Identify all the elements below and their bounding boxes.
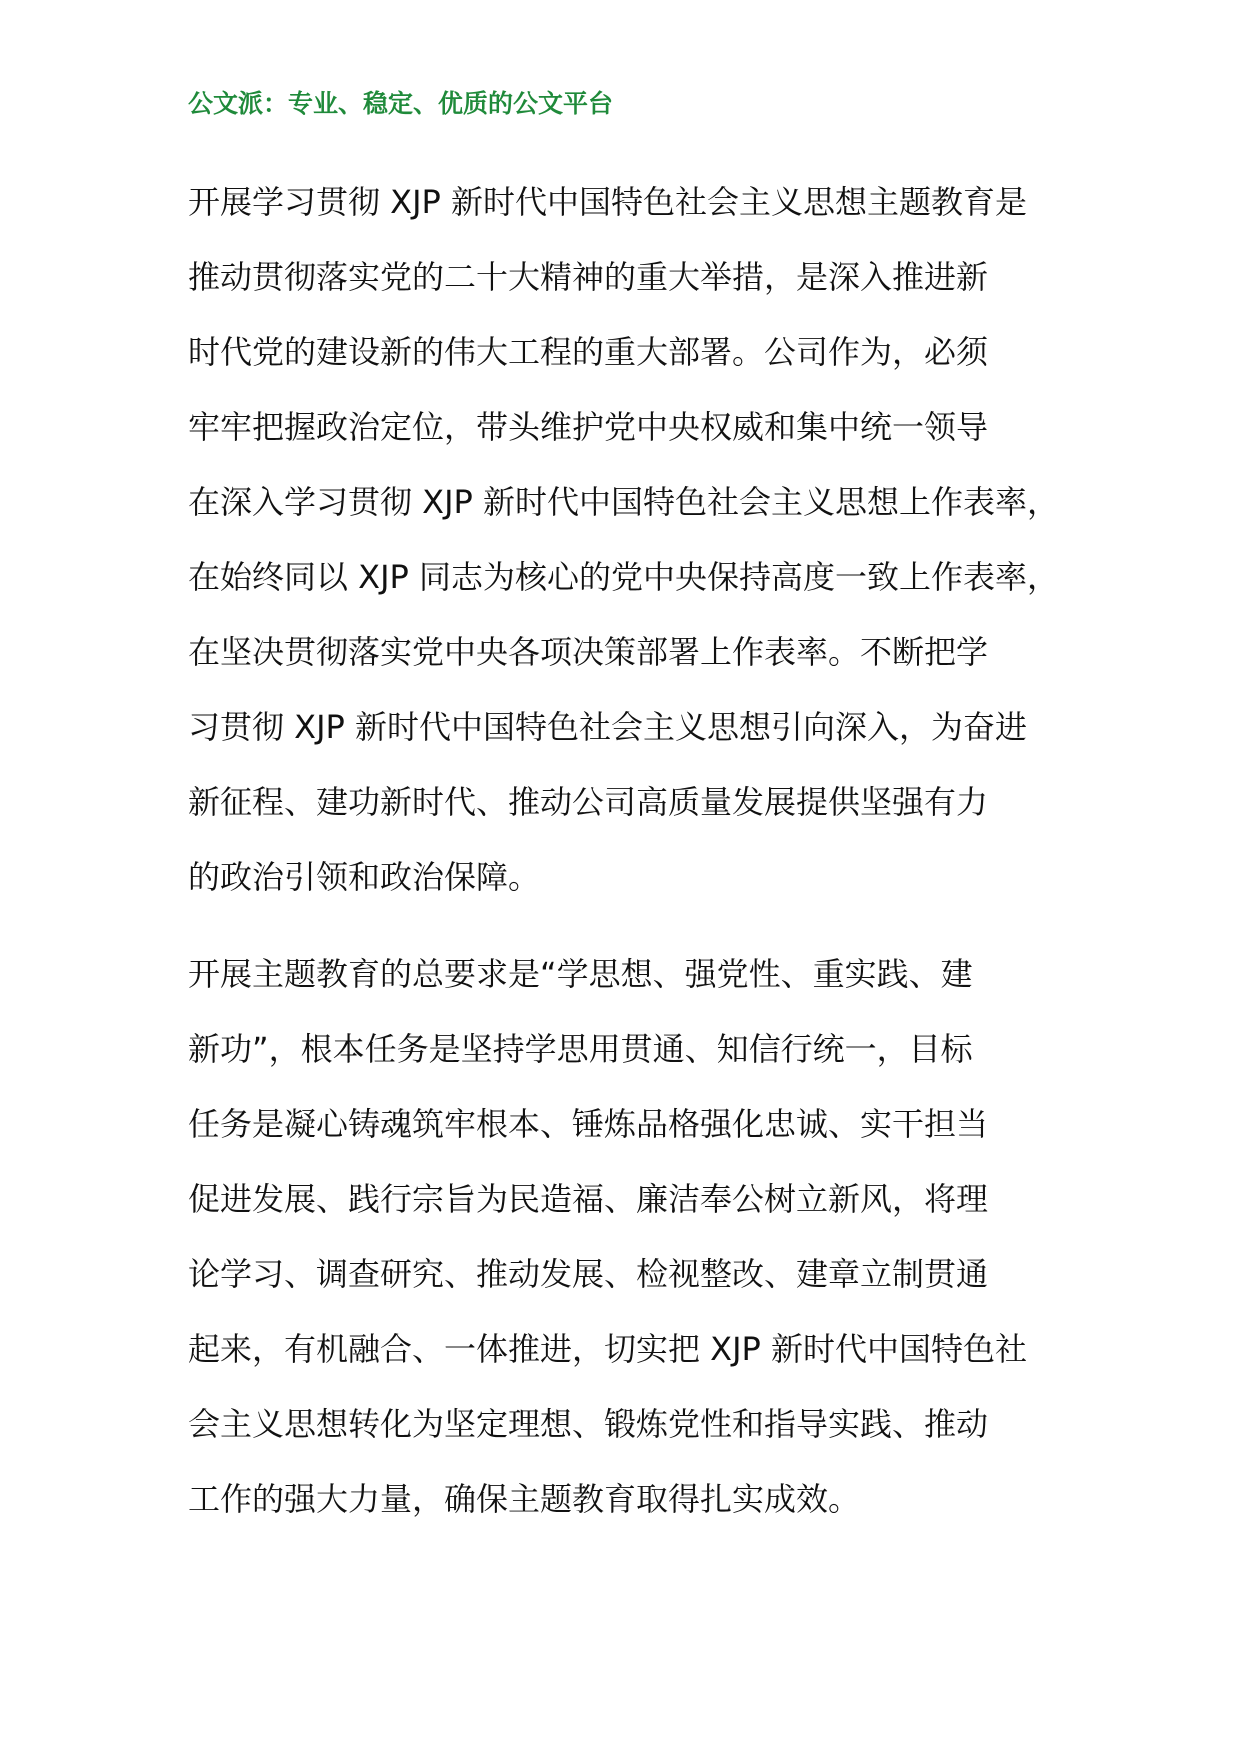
paragraph-line: 开展学习贯彻 XJP 新时代中国特色社会主义思想主题教育是 <box>188 183 1028 221</box>
paragraph-line: 起来，有机融合、一体推进，切实把 XJP 新时代中国特色社 <box>188 1330 1028 1368</box>
paragraph-1 <box>188 165 1088 915</box>
paragraph-line: 习贯彻 XJP 新时代中国特色社会主义思想引向深入，为奋进 <box>188 708 1028 746</box>
paragraph-line: 开展主题教育的总要求是“学思想、强党性、重实践、建 <box>188 955 973 993</box>
paragraph-line: 新功”，根本任务是坚持学思用贯通、知信行统一，目标 <box>188 1030 973 1068</box>
paragraph-2 <box>188 937 1088 1537</box>
paragraph-line: 论学习、调查研究、推动发展、检视整改、建章立制贯通 <box>188 1255 989 1293</box>
paragraph-line: 的政治引领和政治保障。 <box>188 858 541 896</box>
paragraph-line: 新征程、建功新时代、推动公司高质量发展提供坚强有力 <box>188 783 989 821</box>
paragraph-line: 时代党的建设新的伟大工程的重大部署。公司作为，必须 <box>188 333 989 371</box>
paragraph-line: 工作的强大力量，确保主题教育取得扎实成效。 <box>188 1480 861 1518</box>
paragraph-line: 在坚决贯彻落实党中央各项决策部署上作表率。不断把学 <box>188 633 989 671</box>
paragraph-line: 促进发展、践行宗旨为民造福、廉洁奉公树立新风，将理 <box>188 1180 989 1218</box>
platform-header: 公文派：专业、稳定、优质的公文平台 <box>188 89 614 118</box>
paragraph-line: 推动贯彻落实党的二十大精神的重大举措，是深入推进新 <box>188 258 989 296</box>
paragraph-line: 牢牢把握政治定位，带头维护党中央权威和集中统一领导 <box>188 408 989 446</box>
document-body <box>188 165 1088 1559</box>
paragraph-line: 在深入学习贯彻 XJP 新时代中国特色社会主义思想上作表率， <box>188 483 1060 521</box>
paragraph-line: 在始终同以 XJP 同志为核心的党中央保持高度一致上作表率， <box>188 558 1060 596</box>
paragraph-line: 任务是凝心铸魂筑牢根本、锤炼品格强化忠诚、实干担当 <box>188 1105 989 1143</box>
paragraph-line: 会主义思想转化为坚定理想、锻炼党性和指导实践、推动 <box>188 1405 989 1443</box>
